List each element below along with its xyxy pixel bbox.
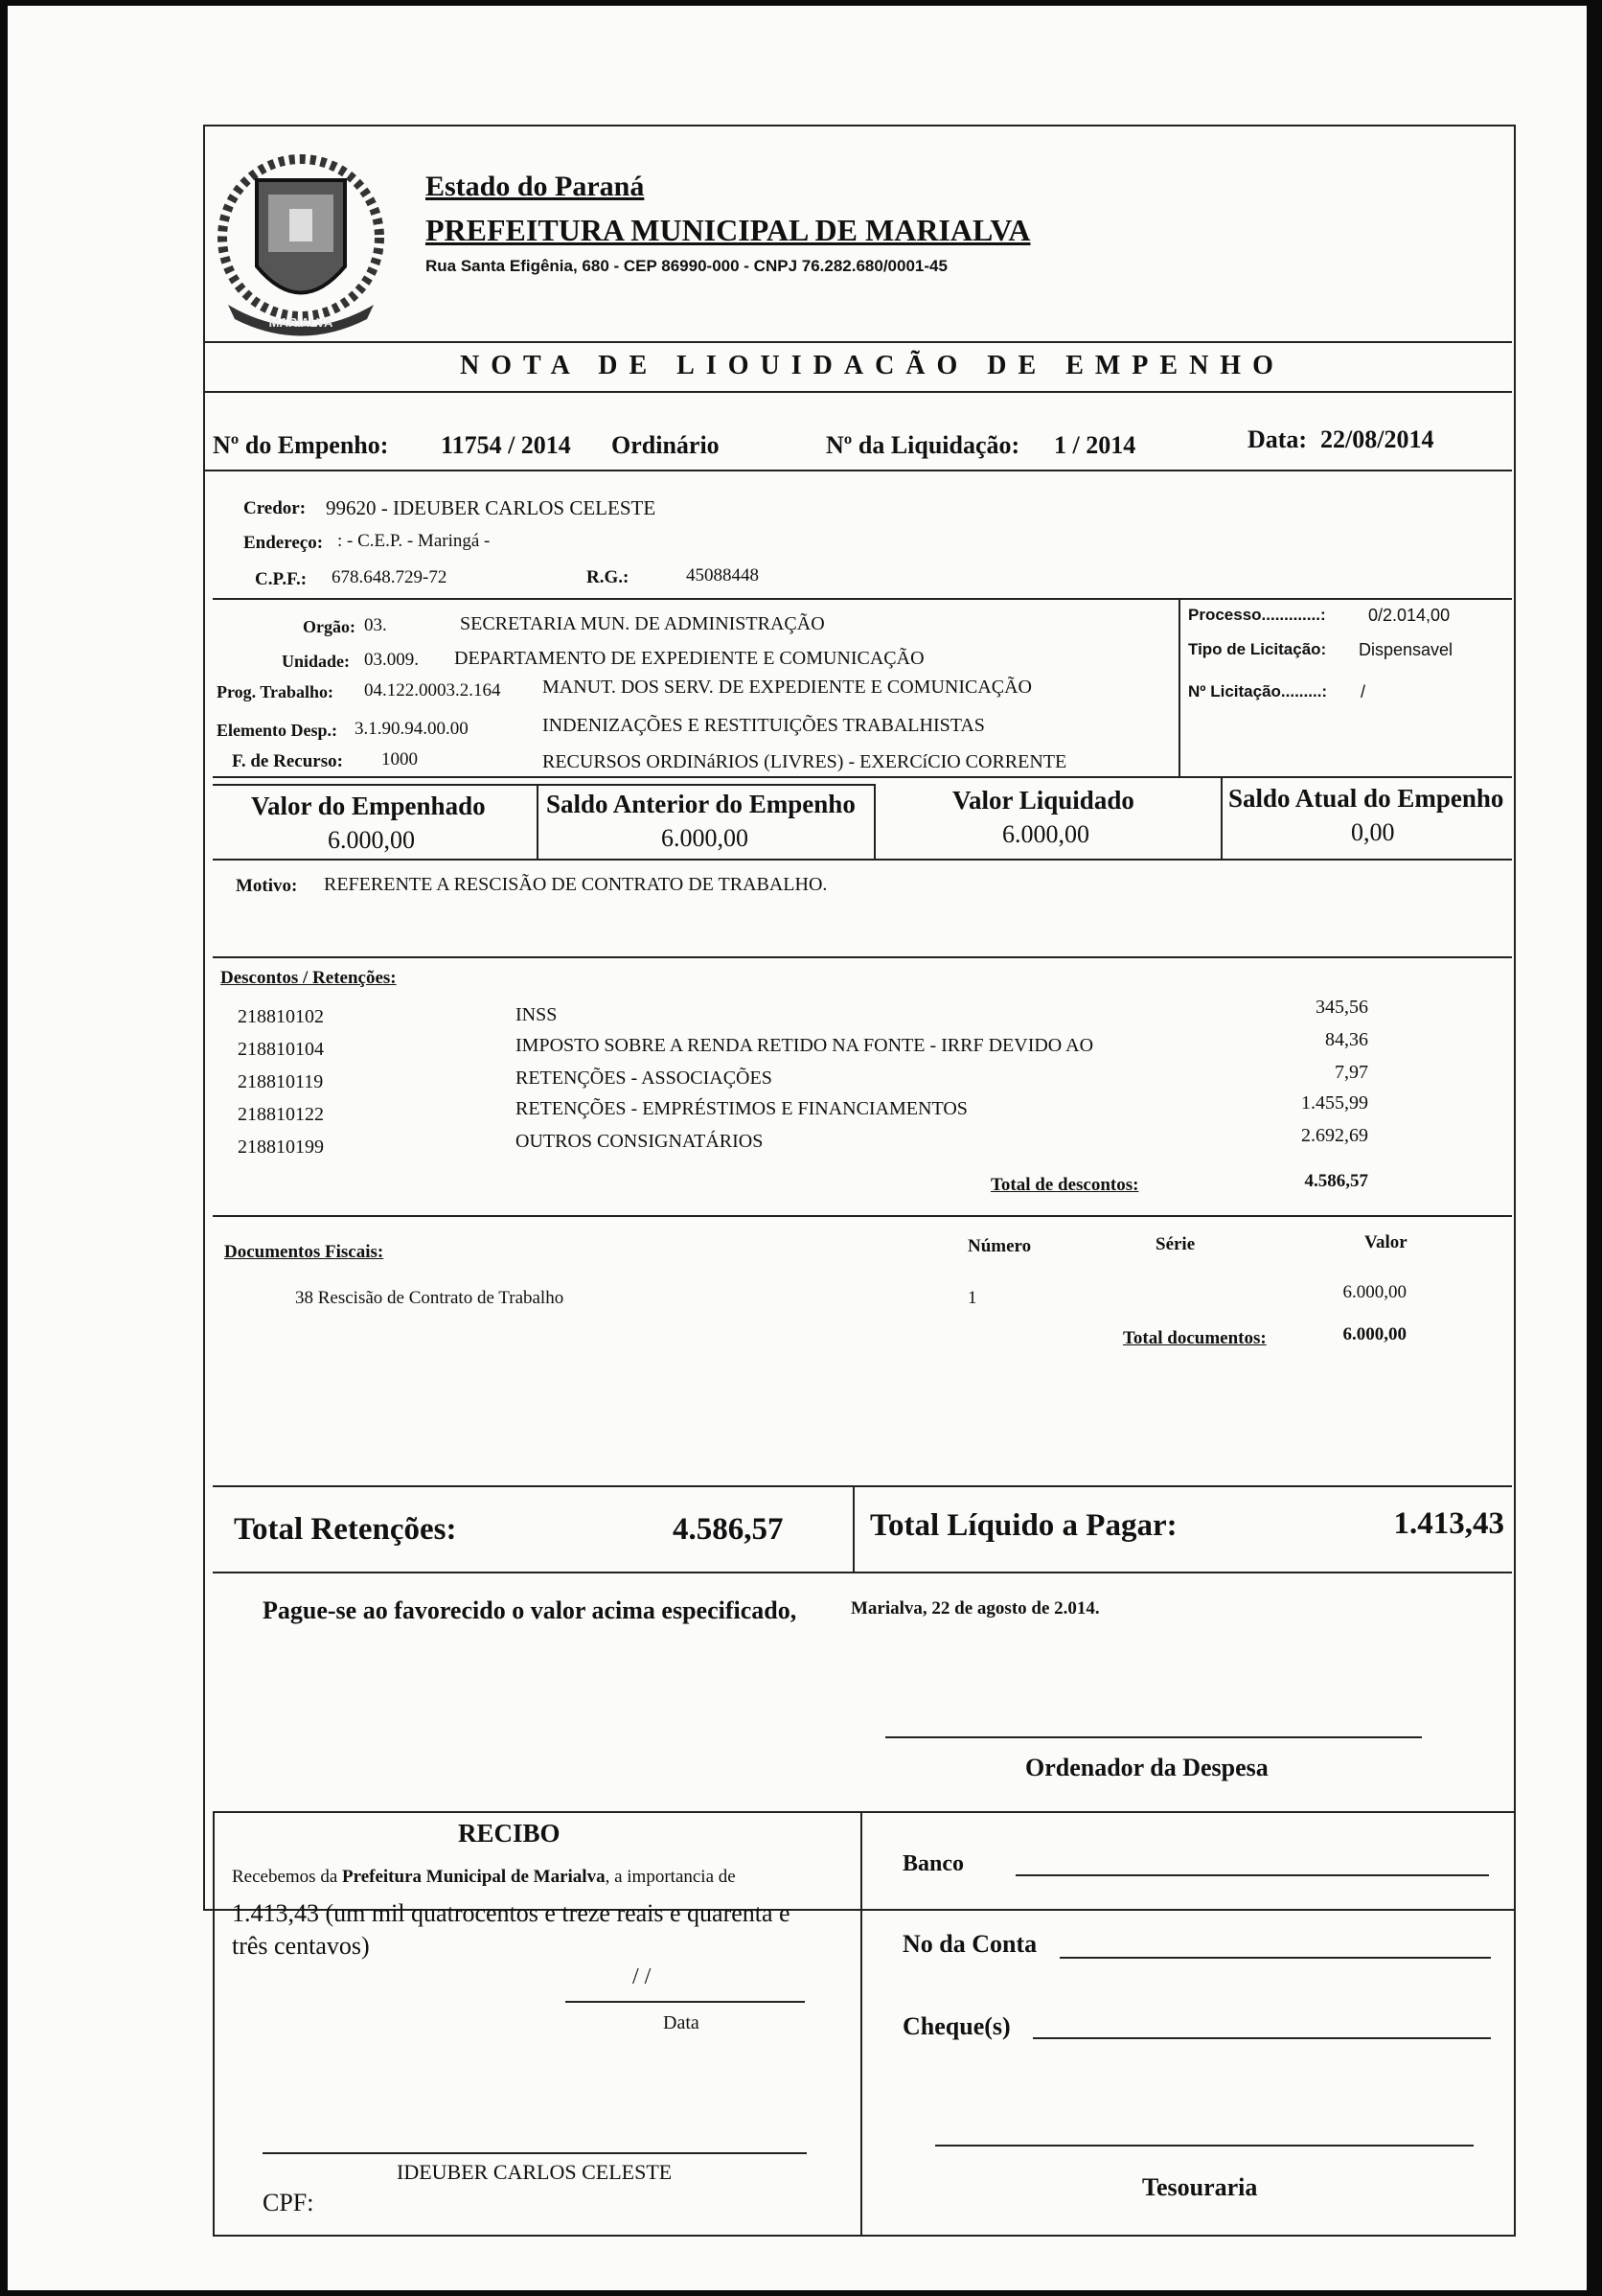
elemento-label: Elemento Desp.: bbox=[217, 721, 337, 740]
valor-liquidado-label: Valor Liquidado bbox=[952, 786, 1134, 815]
documentos-title: Documentos Fiscais: bbox=[224, 1242, 384, 1262]
divider bbox=[860, 1811, 862, 2235]
orgao-code: 03. bbox=[364, 615, 387, 635]
col-valor: Valor bbox=[1364, 1232, 1407, 1252]
state-name: Estado do Paraná bbox=[425, 171, 645, 202]
unidade-code: 03.009. bbox=[364, 650, 419, 670]
recibo-title: RECIBO bbox=[458, 1819, 561, 1848]
desconto-desc: INSS bbox=[515, 1004, 558, 1025]
prog-label: Prog. Trabalho: bbox=[217, 682, 334, 701]
divider bbox=[213, 859, 1512, 861]
recurso-name: RECURSOS ORDINáRIOS (LIVRES) - EXERCíCIO CORRENTE bbox=[542, 751, 1067, 772]
divider bbox=[213, 956, 1512, 958]
rg-label: R.G.: bbox=[586, 567, 629, 587]
documento-valor: 6.000,00 bbox=[1342, 1282, 1407, 1302]
descontos-title: Descontos / Retenções: bbox=[220, 968, 397, 988]
conta-line[interactable] bbox=[1060, 1957, 1491, 1959]
desconto-value: 84,36 bbox=[1325, 1029, 1368, 1050]
total-documentos-value: 6.000,00 bbox=[1342, 1324, 1407, 1344]
licitacao-num-value: / bbox=[1361, 682, 1366, 701]
total-documentos-label: Total documentos: bbox=[1123, 1328, 1267, 1348]
documento-numero: 1 bbox=[968, 1288, 977, 1308]
tesouraria-label: Tesouraria bbox=[1142, 2173, 1258, 2201]
signer-name: IDEUBER CARLOS CELESTE bbox=[397, 2160, 673, 2184]
orgao-name: SECRETARIA MUN. DE ADMINISTRAÇÃO bbox=[460, 613, 825, 634]
recibo-amount-2: três centavos) bbox=[232, 1932, 370, 1960]
cpf-footer-label: CPF: bbox=[263, 2189, 314, 2216]
liquidacao-number: 1 / 2014 bbox=[1054, 431, 1136, 459]
valor-empenhado-label: Valor do Empenhado bbox=[251, 792, 486, 820]
divider bbox=[537, 786, 538, 859]
desconto-code: 218810199 bbox=[238, 1137, 324, 1158]
ordenador-signature-line bbox=[885, 1736, 1422, 1738]
divider bbox=[213, 1485, 1512, 1487]
divider bbox=[213, 1215, 1512, 1217]
divider bbox=[1179, 598, 1180, 776]
processo-label: Processo.............: bbox=[1188, 606, 1326, 624]
processo-value: 0/2.014,00 bbox=[1368, 606, 1451, 625]
col-serie: Série bbox=[1156, 1234, 1196, 1254]
svg-text:MARIALVA: MARIALVA bbox=[268, 315, 333, 330]
divider bbox=[205, 391, 1512, 393]
credor-label: Credor: bbox=[243, 498, 307, 518]
divider bbox=[213, 598, 1512, 600]
divider bbox=[874, 786, 876, 859]
empenho-number: 11754 / 2014 bbox=[441, 431, 571, 459]
document-title: NOTA DE LIOUIDACÃO DE EMPENHO bbox=[460, 351, 1285, 380]
cpf-label: C.P.F.: bbox=[255, 569, 308, 589]
divider bbox=[205, 470, 1512, 471]
total-retencoes-label: Total Retenções: bbox=[234, 1512, 457, 1547]
desconto-code: 218810119 bbox=[238, 1071, 324, 1092]
motivo-label: Motivo: bbox=[236, 876, 298, 896]
licitacao-tipo-value: Dispensavel bbox=[1359, 640, 1453, 659]
recurso-label: F. de Recurso: bbox=[232, 751, 343, 771]
prog-code: 04.122.0003.2.164 bbox=[364, 680, 501, 700]
desconto-desc: RETENÇÕES - EMPRÉSTIMOS E FINANCIAMENTOS bbox=[515, 1098, 968, 1119]
divider bbox=[853, 1485, 855, 1573]
desconto-desc: RETENÇÕES - ASSOCIAÇÕES bbox=[515, 1068, 772, 1089]
desconto-desc: OUTROS CONSIGNATÁRIOS bbox=[515, 1131, 764, 1152]
divider bbox=[1221, 778, 1223, 859]
desconto-desc: IMPOSTO SOBRE A RENDA RETIDO NA FONTE - IRRF DEVIDO AO bbox=[515, 1035, 1094, 1056]
recibo-amount: 1.413,43 (um mil quatrocentos e treze reais e quarenta e bbox=[232, 1899, 790, 1927]
saldo-anterior-label: Saldo Anterior do Empenho bbox=[546, 790, 856, 818]
recibo-line1-bold: Prefeitura Municipal de Marialva bbox=[342, 1867, 606, 1887]
elemento-name: INDENIZAÇÕES E RESTITUIÇÕES TRABALHISTAS bbox=[542, 715, 985, 736]
divider bbox=[205, 341, 1512, 343]
saldo-atual-value: 0,00 bbox=[1351, 818, 1395, 846]
desconto-value: 7,97 bbox=[1335, 1062, 1368, 1083]
unidade-label: Unidade: bbox=[282, 652, 351, 671]
prog-name: MANUT. DOS SERV. DE EXPEDIENTE E COMUNICAÇÃO bbox=[542, 677, 1032, 698]
liquidacao-label: Nº da Liquidação: bbox=[826, 431, 1020, 459]
desconto-value: 1.455,99 bbox=[1301, 1092, 1368, 1114]
recibo-line1-post: , a importancia de bbox=[605, 1867, 736, 1887]
motivo-text: REFERENTE A RESCISÃO DE CONTRATO DE TRABALHO. bbox=[324, 874, 828, 895]
recibo-date-label: Data bbox=[663, 2012, 699, 2033]
date-label: Data: bbox=[1247, 425, 1308, 453]
desconto-code: 218810122 bbox=[238, 1104, 324, 1125]
municipality-name: PREFEITURA MUNICIPAL DE MARIALVA bbox=[425, 213, 1031, 247]
banco-line[interactable] bbox=[1016, 1874, 1489, 1876]
valor-empenhado-value: 6.000,00 bbox=[328, 826, 415, 854]
divider bbox=[213, 776, 1512, 778]
licitacao-tipo-label: Tipo de Licitação: bbox=[1188, 640, 1327, 658]
recibo-date-slashes: / / bbox=[632, 1964, 652, 1989]
divider bbox=[213, 784, 876, 786]
unidade-name: DEPARTAMENTO DE EXPEDIENTE E COMUNICAÇÃO bbox=[454, 648, 925, 669]
cheque-label: Cheque(s) bbox=[903, 2012, 1011, 2040]
col-numero: Número bbox=[968, 1236, 1032, 1256]
empenho-type: Ordinário bbox=[611, 431, 720, 459]
total-descontos-value: 4.586,57 bbox=[1304, 1171, 1368, 1191]
divider bbox=[213, 1572, 1512, 1573]
banco-label: Banco bbox=[903, 1851, 965, 1876]
ordenador-label: Ordenador da Despesa bbox=[1025, 1754, 1269, 1781]
saldo-atual-label: Saldo Atual do Empenho bbox=[1228, 784, 1504, 813]
total-liquido-value: 1.413,43 bbox=[1393, 1506, 1504, 1541]
credor-value: 99620 - IDEUBER CARLOS CELESTE bbox=[326, 496, 656, 519]
pague-place-date: Marialva, 22 de agosto de 2.014. bbox=[851, 1598, 1100, 1619]
recibo-date-line bbox=[565, 2001, 805, 2003]
cpf-value: 678.648.729-72 bbox=[332, 567, 447, 587]
recibo-line1-pre: Recebemos da bbox=[232, 1867, 343, 1887]
signer-line bbox=[263, 2152, 807, 2154]
total-descontos-label: Total de descontos: bbox=[991, 1175, 1139, 1195]
documento-desc: 38 Rescisão de Contrato de Trabalho bbox=[295, 1288, 564, 1308]
desconto-value: 2.692,69 bbox=[1301, 1125, 1368, 1146]
elemento-code: 3.1.90.94.00.00 bbox=[355, 719, 469, 739]
rg-value: 45088448 bbox=[686, 565, 759, 585]
licitacao-num-label: Nº Licitação.........: bbox=[1188, 682, 1328, 700]
orgao-label: Orgão: bbox=[303, 617, 355, 636]
desconto-value: 345,56 bbox=[1316, 997, 1368, 1018]
desconto-code: 218810102 bbox=[238, 1006, 324, 1027]
conta-label: No da Conta bbox=[903, 1930, 1038, 1958]
total-liquido-label: Total Líquido a Pagar: bbox=[870, 1508, 1178, 1543]
total-retencoes-value: 4.586,57 bbox=[673, 1512, 784, 1547]
recurso-code: 1000 bbox=[381, 749, 418, 769]
tesouraria-line bbox=[935, 2145, 1474, 2147]
saldo-anterior-value: 6.000,00 bbox=[661, 824, 748, 852]
endereco-label: Endereço: bbox=[243, 533, 324, 553]
municipality-address: Rua Santa Efigênia, 680 - CEP 86990-000 - CNPJ 76.282.680/0001-45 bbox=[425, 257, 948, 275]
cheque-line[interactable] bbox=[1033, 2037, 1491, 2039]
municipal-crest-icon bbox=[209, 142, 393, 343]
valor-liquidado-value: 6.000,00 bbox=[1002, 820, 1089, 848]
empenho-label: Nº do Empenho: bbox=[213, 431, 389, 459]
desconto-code: 218810104 bbox=[238, 1039, 324, 1060]
date-value: 22/08/2014 bbox=[1320, 425, 1434, 453]
endereco-value: : - C.E.P. - Maringá - bbox=[337, 531, 491, 551]
pague-text: Pague-se ao favorecido o valor acima especificado, bbox=[263, 1596, 797, 1624]
recibo-line1 bbox=[232, 1867, 736, 1888]
